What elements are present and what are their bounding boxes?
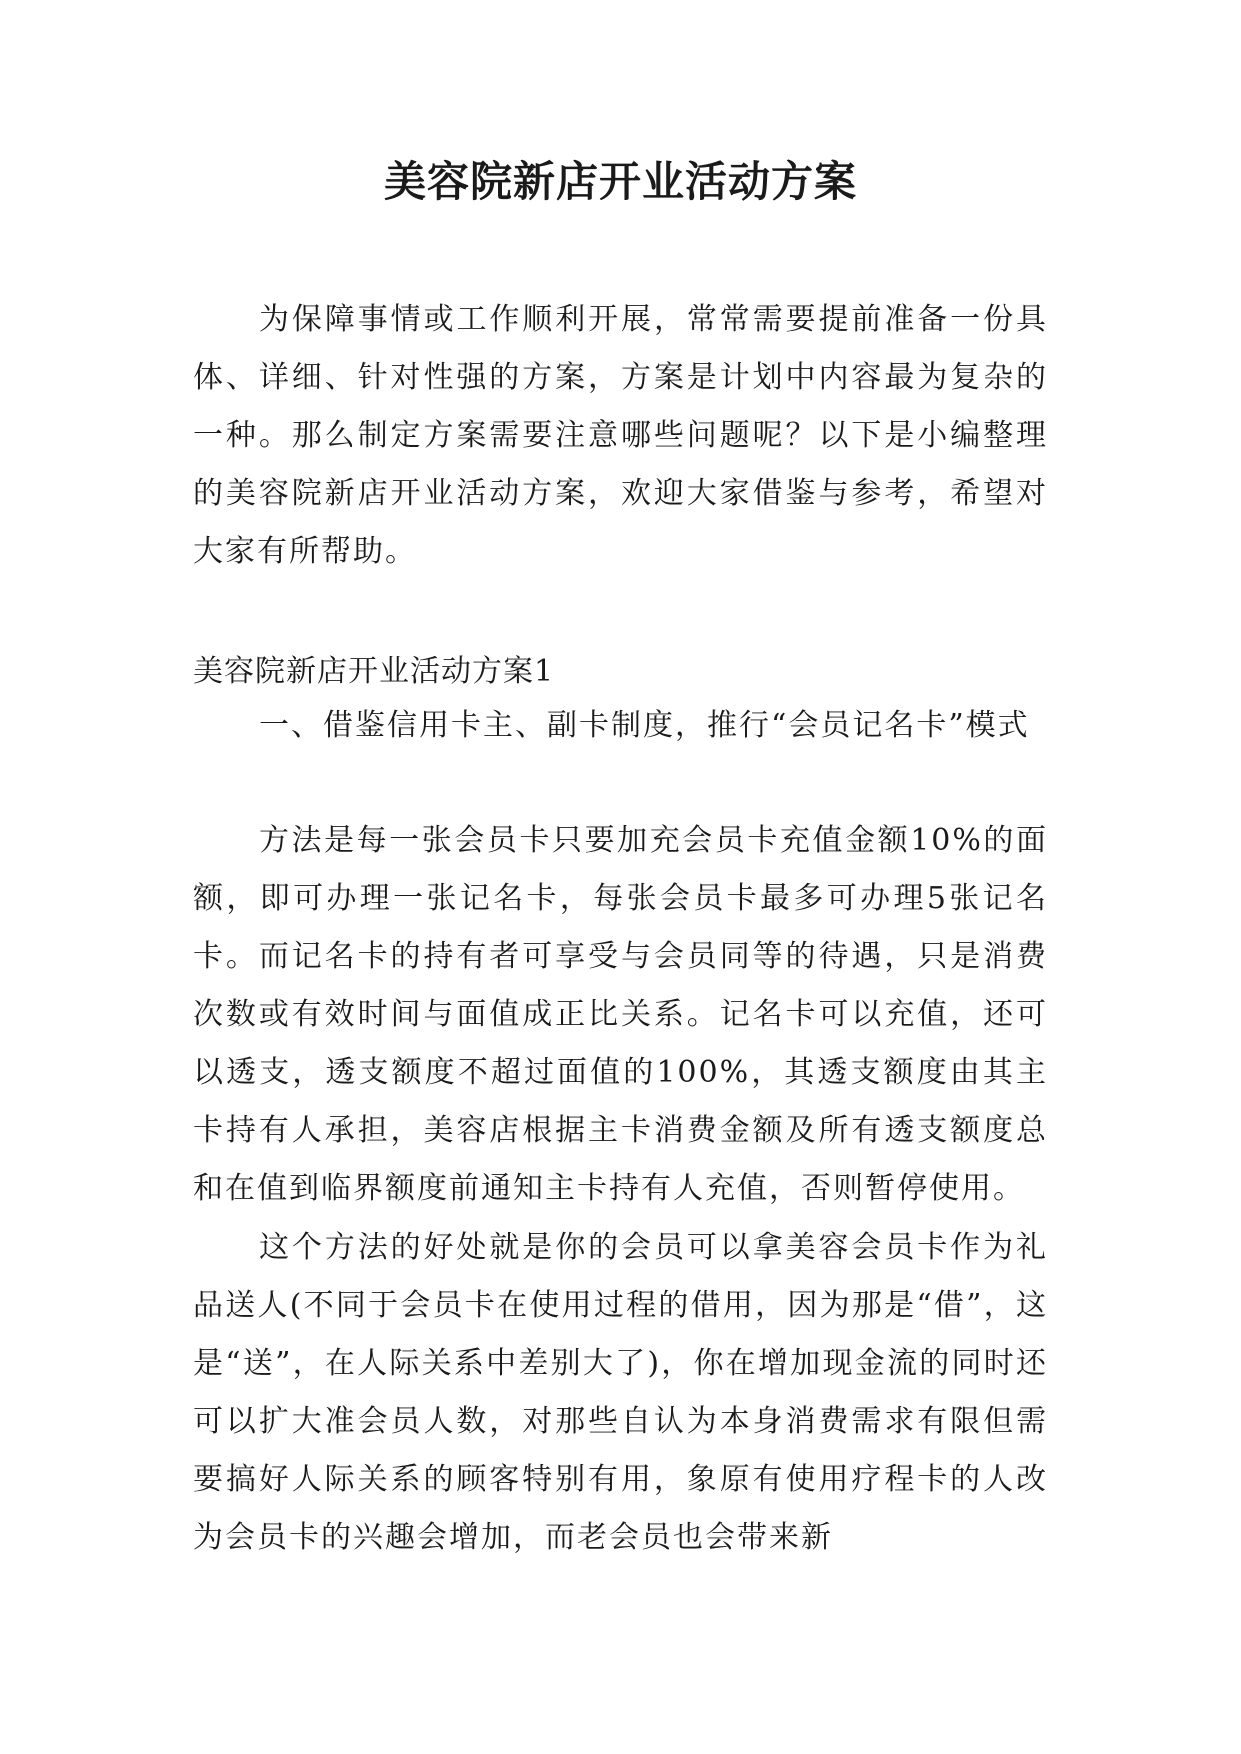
paragraph-benefit: 这个方法的好处就是你的会员可以拿美容会员卡作为礼品送人(不同于会员卡在使用过程的借用，因为那是“借”，这是“送”，在人际关系中差别大了)，你在增加现金流的同时还可以扩大准会员人数，对那些自认为本身消费需求有限但需要搞好人际关系的顾客特别有用，象原有使用疗程卡的人改为会员卡的兴趣会增加，而老会员也会带来新 (193, 1230, 1048, 1555)
document-title: 美容院新店开业活动方案 (383, 157, 857, 206)
intro-paragraph: 为保障事情或工作顺利开展，常常需要提前准备一份具体、详细、针对性强的方案，方案是计划中内容最为复杂的一种。那么制定方案需要注意哪些问题呢？以下是小编整理的美容院新店开业活动方案，欢迎大家借鉴与参考，希望对大家有所帮助。 (193, 302, 1048, 569)
section-heading: 美容院新店开业活动方案1 (193, 654, 555, 689)
paragraph-point-one: 一、借鉴信用卡主、副卡制度，推行“会员记名卡”模式 (259, 708, 1030, 743)
paragraph-method: 方法是每一张会员卡只要加充会员卡充值金额10%的面额，即可办理一张记名卡，每张会员卡最多可办理5张记名卡。而记名卡的持有者可享受与会员同等的待遇，只是消费次数或有效时间与面值成正比关系。记名卡可以充值，还可以透支，透支额度不超过面值的100%，其透支额度由其主卡持有人承担，美容店根据主卡消费金额及所有透支额度总和在值到临界额度前通知主卡持有人充值，否则暂停使用。 (193, 823, 1048, 1206)
